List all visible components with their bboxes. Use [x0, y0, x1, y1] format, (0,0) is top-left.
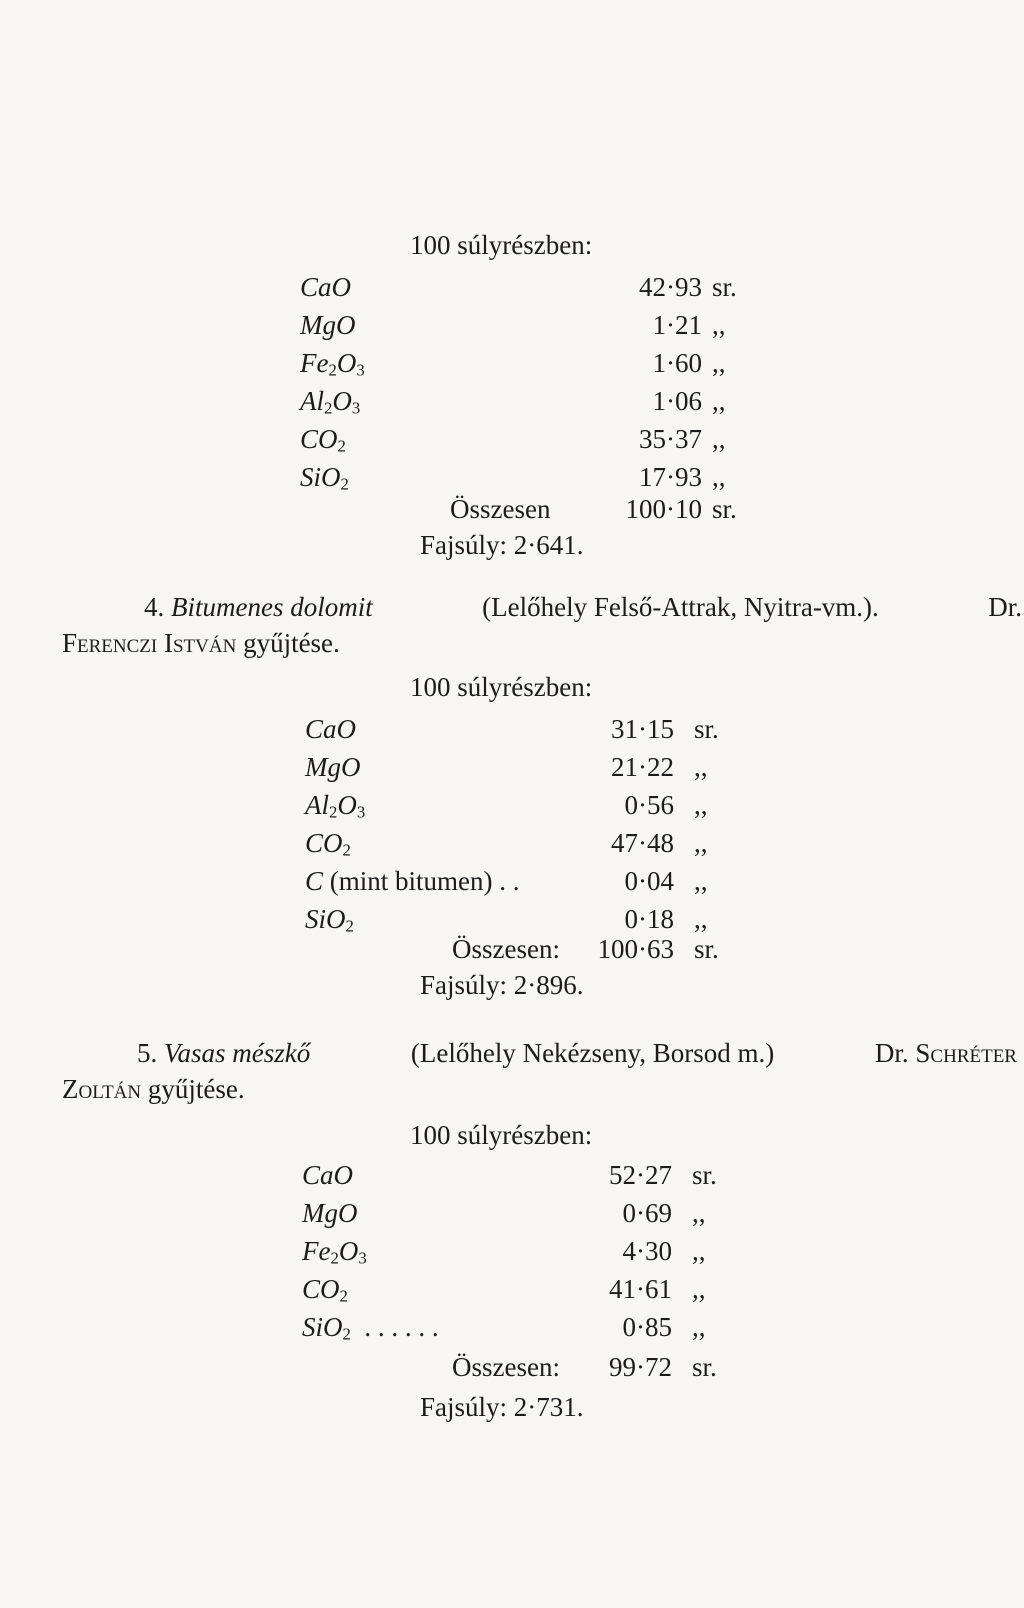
- total-unit: sr.: [712, 494, 737, 524]
- total-row: [0, 494, 1024, 532]
- table-row: [0, 1236, 1024, 1274]
- value: 0·18: [624, 904, 674, 934]
- table-row: [0, 714, 1024, 752]
- value: 35·37: [639, 424, 702, 454]
- unit: ,,: [692, 1312, 706, 1342]
- value: 1·06: [652, 386, 702, 416]
- table-row: [0, 272, 1024, 310]
- specific-gravity: Fajsúly: 2·896.: [420, 970, 584, 1000]
- table-row: [0, 752, 1024, 790]
- unit: ,,: [712, 424, 726, 454]
- table-row: [0, 424, 1024, 462]
- unit: ,,: [712, 310, 726, 340]
- unit: ,,: [692, 1198, 706, 1228]
- value: 41·61: [609, 1274, 672, 1304]
- total-value: 100·10: [625, 494, 702, 524]
- unit: ,,: [712, 348, 726, 378]
- total-label: Összesen: [450, 494, 551, 524]
- unit: sr.: [692, 1160, 717, 1190]
- table-row: [0, 1312, 1024, 1350]
- unit: sr.: [712, 272, 737, 302]
- total-value: 99·72: [609, 1352, 672, 1382]
- total-label: Összesen:: [452, 934, 560, 964]
- unit: ,,: [694, 790, 708, 820]
- formula-fe2o3: $Fe_2O_3$: [300, 348, 365, 380]
- paragraph-line: [137, 1032, 1017, 1074]
- formula-sio2: SiO$_2$: [300, 462, 349, 494]
- formula-sio2: SiO$_2$ . . . . . .: [302, 1312, 439, 1344]
- table-row: [0, 866, 1024, 904]
- formula-mgo: MgO: [302, 1198, 358, 1228]
- value: 1·21: [652, 310, 702, 340]
- total-unit: sr.: [694, 934, 719, 964]
- table-row: [0, 1274, 1024, 1312]
- formula-mgo: MgO: [305, 752, 361, 782]
- value: 17·93: [639, 462, 702, 492]
- collected-by: gyűjtése.: [243, 628, 340, 658]
- formula-carbon: C (mint bitumen) . .: [305, 866, 520, 896]
- unit: ,,: [694, 904, 708, 934]
- total-unit: sr.: [692, 1352, 717, 1382]
- unit: ,,: [694, 866, 708, 896]
- total-row: [0, 1352, 1024, 1390]
- value: 4·30: [622, 1236, 672, 1266]
- collector-given-name: Zoltán: [62, 1074, 142, 1104]
- formula-co2: $CO_2$: [302, 1274, 348, 1306]
- table-row: [0, 790, 1024, 828]
- value: 0·04: [624, 866, 674, 896]
- unit: sr.: [694, 714, 719, 744]
- value: 47·48: [611, 828, 674, 858]
- formula-cao: CaO: [300, 272, 352, 302]
- formula-sio2: SiO$_2$: [305, 904, 354, 936]
- table-row: [0, 386, 1024, 424]
- unit: ,,: [692, 1236, 706, 1266]
- formula-mgo: MgO: [300, 310, 356, 340]
- title: Dr.: [874, 1038, 909, 1068]
- table-heading: 100 súlyrészben:: [410, 672, 593, 702]
- value: 1·60: [652, 348, 702, 378]
- title: Dr.: [988, 592, 1022, 622]
- table-row: [0, 1198, 1024, 1236]
- table-row: [0, 310, 1024, 348]
- unit: ,,: [712, 386, 726, 416]
- total-label: Összesen:: [452, 1352, 560, 1382]
- table-row: [0, 348, 1024, 386]
- formula-al2o3: $Al_2O_3$: [300, 386, 361, 418]
- locality: (Lelőhely Nekézseny, Borsod m.): [410, 1038, 775, 1068]
- total-value: 100·63: [597, 934, 674, 964]
- formula-fe2o3: $Fe_2O_3$: [302, 1236, 367, 1268]
- collector-name: Ferenczi István: [62, 628, 237, 658]
- value: 42·93: [639, 272, 702, 302]
- paragraph-line: [62, 622, 340, 664]
- specific-gravity: Fajsúly: 2·731.: [420, 1392, 584, 1422]
- table-row: [0, 1160, 1024, 1198]
- value: 21·22: [611, 752, 674, 782]
- locality: (Lelőhely Felső-Attrak, Nyitra-vm.).: [482, 592, 879, 622]
- table-heading: 100 súlyrészben:: [410, 230, 593, 260]
- formula-co2: $CO_2$: [305, 828, 351, 860]
- item-number: 4.: [144, 592, 165, 622]
- formula-al2o3: $Al_2O_3$: [305, 790, 366, 822]
- formula-co2: $CO_2$: [300, 424, 346, 456]
- value: 52·27: [609, 1160, 672, 1190]
- specific-gravity: Fajsúly: 2·641.: [420, 530, 584, 560]
- total-row: [0, 934, 1024, 972]
- collected-by: gyűjtése.: [147, 1074, 245, 1104]
- unit: ,,: [712, 462, 726, 492]
- value: 0·85: [622, 1312, 672, 1342]
- unit: ,,: [694, 828, 708, 858]
- item-number: 5.: [137, 1038, 158, 1068]
- unit: ,,: [692, 1274, 706, 1304]
- collector-surname: Schréter: [915, 1038, 1017, 1068]
- formula-cao: CaO: [302, 1160, 354, 1190]
- rock-name: Vasas mészkő: [164, 1038, 311, 1068]
- value: 0·69: [622, 1198, 672, 1228]
- formula-cao: CaO: [305, 714, 357, 744]
- unit: ,,: [694, 752, 708, 782]
- value: 31·15: [611, 714, 674, 744]
- paragraph-line: [62, 1068, 245, 1110]
- table-heading: 100 súlyrészben:: [410, 1120, 593, 1150]
- value: 0·56: [624, 790, 674, 820]
- rock-name: Bitumenes dolomit: [171, 592, 373, 622]
- table-row: [0, 828, 1024, 866]
